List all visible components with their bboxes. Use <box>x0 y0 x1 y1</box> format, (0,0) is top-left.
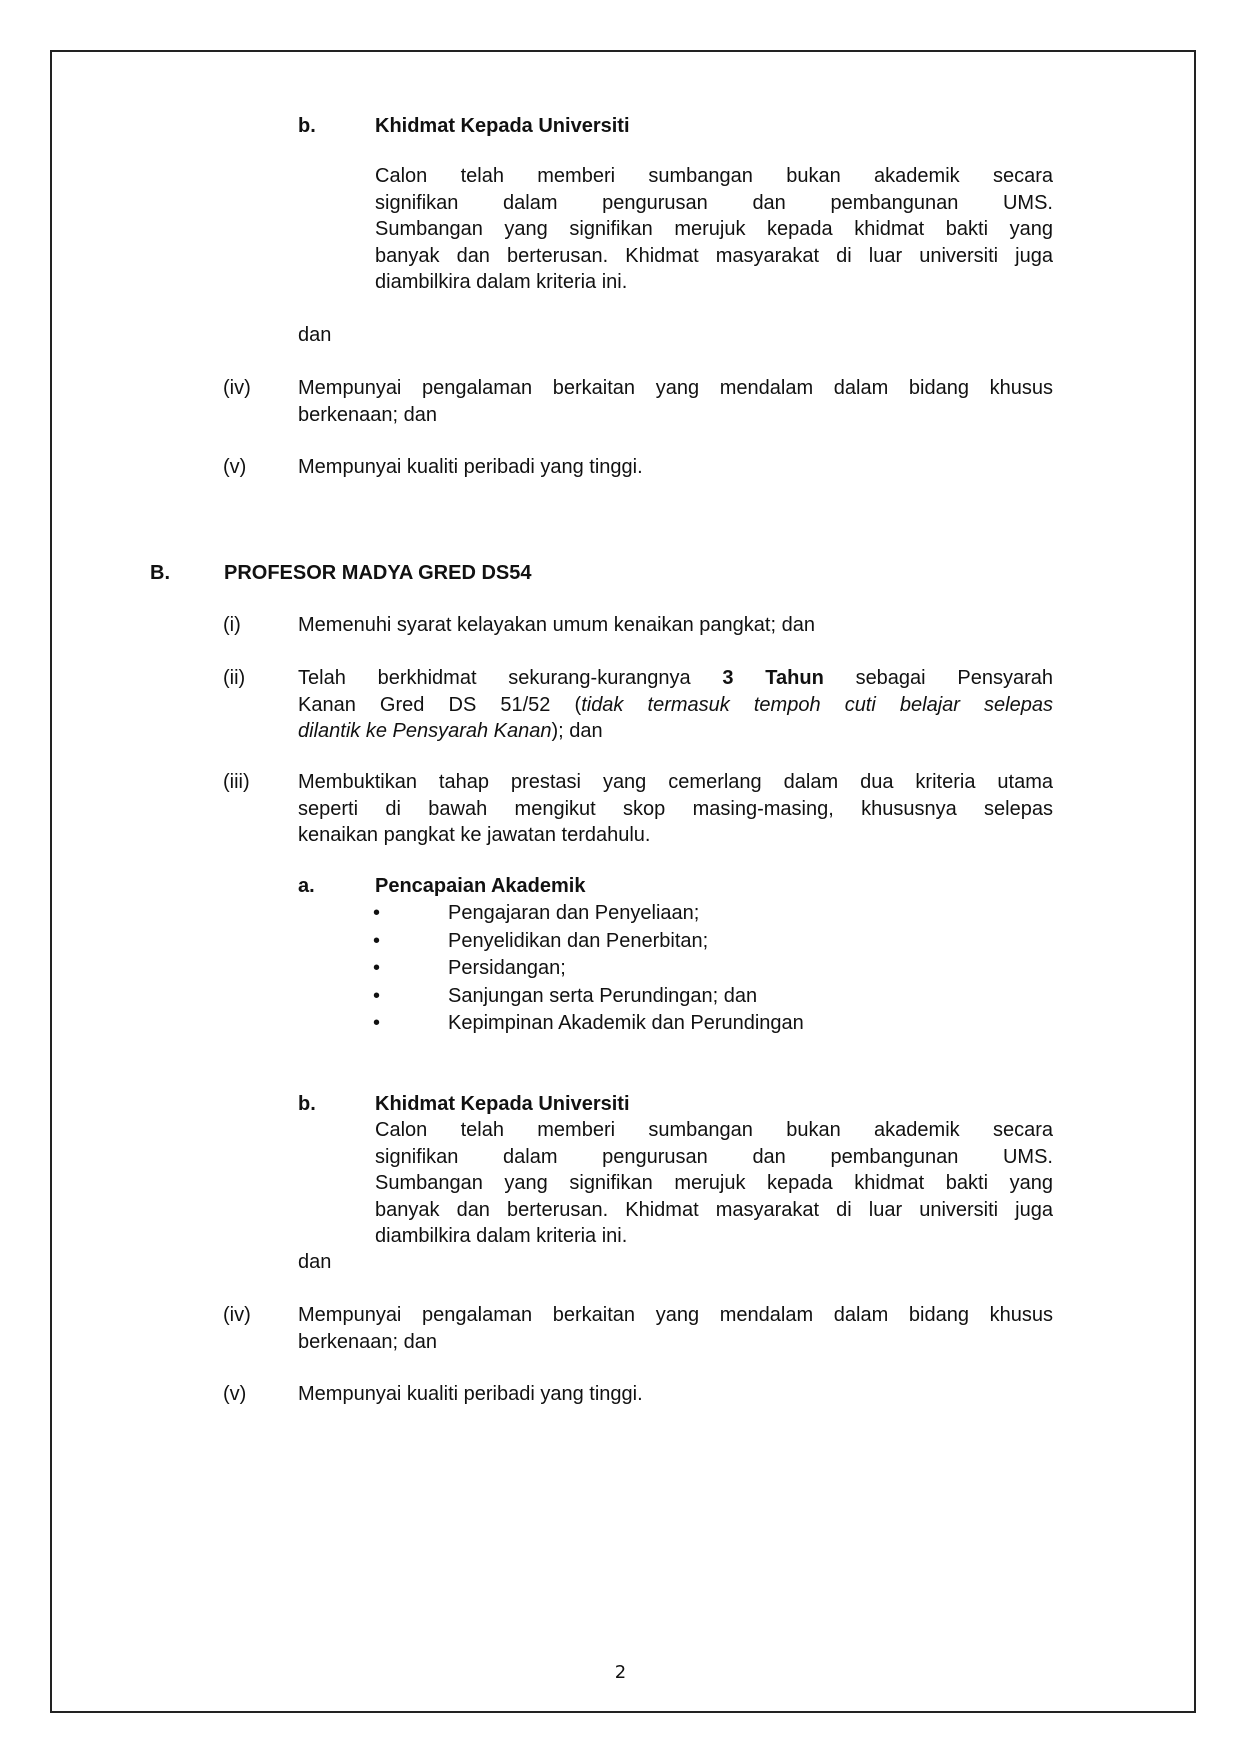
bullet-icon: • <box>373 984 381 1007</box>
item-v-label: (v) <box>223 456 247 478</box>
page-number: 2 <box>614 1662 627 1683</box>
item-b2-paragraph: Calon telah memberi sumbangan bukan akademik secara signifikan dalam pengurusan dan pembangunan UMS. Sumbangan yang signifikan merujuk kepada khidmat bakti yang banyak dan berterusan. Khidmat masyarakat di luar universiti juga diambilkira dalam kriteria ini. <box>375 1119 1053 1247</box>
item-i-text: Memenuhi syarat kelayakan umum kenaikan pangkat; dan <box>298 614 815 636</box>
bullet-icon: • <box>373 1012 381 1034</box>
conjunction-dan: dan <box>298 1251 332 1273</box>
page-border <box>50 50 1196 1713</box>
item-v-text: Mempunyai kualiti peribadi yang tinggi. <box>298 456 643 478</box>
bullet-icon: • <box>373 929 381 952</box>
item-iv2-text: Mempunyai pengalaman berkaitan yang mendalam dalam bidang khusus berkenaan; dan <box>298 1304 1053 1353</box>
item-b-title: Khidmat Kepada Universiti <box>375 115 630 137</box>
list-item: • Persidangan; <box>373 957 566 979</box>
item-a-label: a. <box>298 875 315 897</box>
conjunction-dan: dan <box>298 324 332 346</box>
item-iii-label: (iii) <box>223 771 250 793</box>
bullet-icon: • <box>373 957 381 979</box>
item-b-paragraph: Calon telah memberi sumbangan bukan akademik secara signifikan dalam pengurusan dan pembangunan UMS. Sumbangan yang signifikan merujuk kepada khidmat bakti yang banyak dan berterusan. Khidmat masyarakat di luar universiti juga diambilkira dalam kriteria ini. <box>375 165 1053 293</box>
item-iv-text: Mempunyai pengalaman berkaitan yang mendalam dalam bidang khusus berkenaan; dan <box>298 377 1053 426</box>
item-b2-label: b. <box>298 1093 316 1115</box>
item-a-title: Pencapaian Akademik <box>375 875 586 897</box>
list-item: • Kepimpinan Akademik dan Perundingan <box>373 1012 804 1034</box>
item-v2-text: Mempunyai kualiti peribadi yang tinggi. <box>298 1383 643 1405</box>
item-b-label: b. <box>298 115 316 137</box>
item-ii-label: (ii) <box>223 667 246 689</box>
list-item: • Sanjungan serta Perundingan; dan <box>373 984 758 1007</box>
item-iii-text: Membuktikan tahap prestasi yang cemerlang dalam dua kriteria utama seperti di bawah mengikut skop masing-masing, khususnya selepas kenaikan pangkat ke jawatan terdahulu. <box>298 771 1053 846</box>
bullet-icon: • <box>373 902 381 924</box>
list-item: • Penyelidikan dan Penerbitan; <box>373 929 709 952</box>
item-iv-label: (iv) <box>223 377 251 399</box>
bullet-list <box>373 900 804 1038</box>
section-b-title: PROFESOR MADYA GRED DS54 <box>224 562 532 584</box>
item-v2-label: (v) <box>223 1383 247 1405</box>
item-iv2-label: (iv) <box>223 1304 251 1326</box>
item-b2-title: Khidmat Kepada Universiti <box>375 1093 630 1115</box>
item-i-label: (i) <box>223 614 241 636</box>
section-b-label: B. <box>150 562 170 584</box>
list-item: • Pengajaran dan Penyeliaan; <box>373 902 700 924</box>
item-ii-text: Telah berkhidmat sekurang-kurangnya 3 Tahun sebagai Pensyarah Kanan Gred DS 51/52 (tidak termasuk tempoh cuti belajar selepas dilantik ke Pensyarah Kanan); dan <box>298 667 1054 742</box>
